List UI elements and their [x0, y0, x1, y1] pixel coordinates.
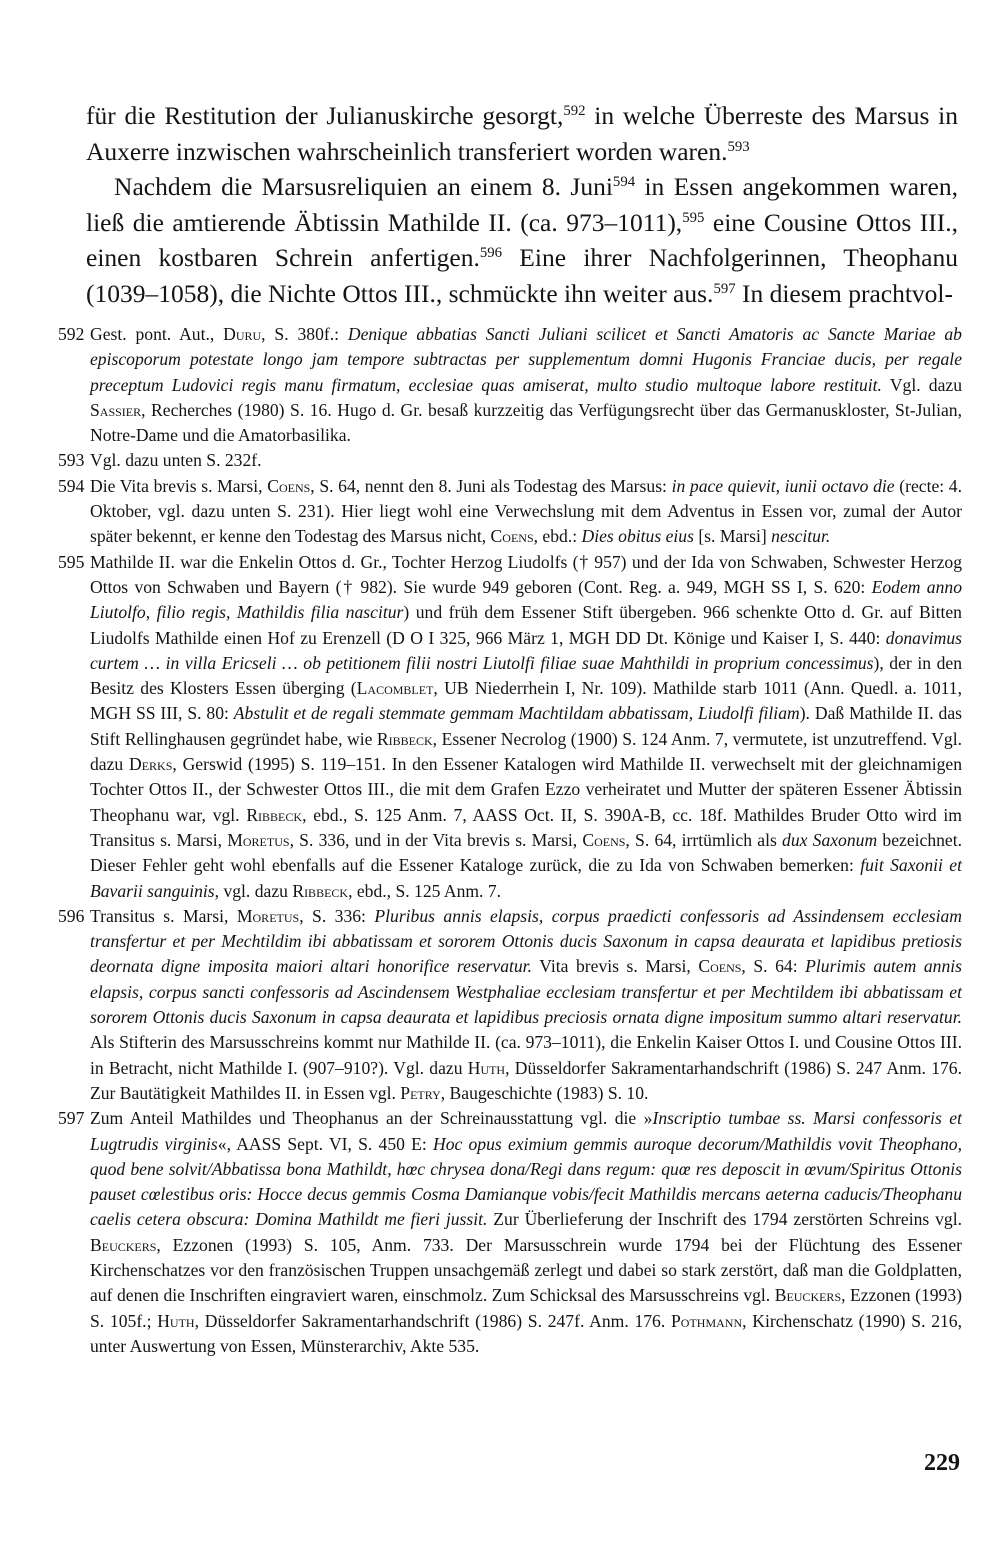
author-name: Petry [400, 1082, 441, 1103]
text-run: , S. 64, nennt den 8. Juni als Todestag des Marsus: [310, 475, 672, 496]
italic-text: nescitur. [771, 526, 831, 547]
main-paragraph-1 [86, 98, 958, 169]
author-name: Ribbeck [292, 880, 349, 901]
text-run: , Düsseldorfer Sakramentarhandschrift (1986) S. 247 Anm. 176. Zur Bautätigkeit Mathildes II. in Essen vgl. [90, 1057, 962, 1103]
text-run: Zur Überlieferung der Inschrift des 1794 zerstörten Schreins vgl. [487, 1209, 962, 1230]
text-run: , vgl. dazu [214, 880, 293, 901]
footnote-reference: 593 [727, 138, 750, 155]
text-run: ) und früh dem Essener Stift übergeben. 966 schenkte Otto d. Gr. auf Bitten Liudolfs Mathilde einen Hof zu Erenzell (D O I 325, 966 März 1, MGH DD Dt. Könige und Kaiser I, S. 440: [90, 602, 962, 648]
text-run: In diesem prachtvol- [735, 278, 953, 308]
author-name: Ribbeck [246, 804, 303, 825]
text-run: , Düsseldorfer Sakramentarhandschrift (1986) S. 247f. Anm. 176. [194, 1310, 671, 1331]
footnote-595 [58, 550, 962, 904]
text-run: Vita brevis s. Marsi, [531, 956, 699, 977]
text-run: , ebd., S. 125 Anm. 7, AASS Oct. II, S. 390A-B, cc. 18f. Mathildes Bruder Otto wird im Transitus s. Marsi, [90, 804, 962, 850]
italic-text: Hoc opus eximium gemmis auroque decorum/Mathildis vovit Theophano, quod bene solvit/Abbatissa bona Mathildt, hœc chrysea dona/Regi dans regum: quœ res deposcit in œvum/Spiritus Ottonis pauset cœlestibus oris: Hocce decus gemmis Cosma Damianque vobis/fecit Mathildis mercans aeterna caducis/Theophanu caelis cetera obscura: Domina Mathildt me fieri jussit. [90, 1133, 962, 1230]
text-run: Mathilde II. war die Enkelin Ottos d. Gr., Tochter Herzog Liudolfs († 957) und der Ida von Schwaben, Schwester Herzog Ottos von Schwaben und Bayern († 982). Sie wurde 949 geboren (Cont. Reg. a. 949, MGH SS I, S. 620: [90, 551, 962, 597]
footnote-text [90, 904, 962, 1106]
author-name: Derks [129, 754, 173, 775]
text-run: für die Restitution der Julianuskirche gesorgt, [86, 101, 564, 130]
footnote-text [90, 474, 962, 550]
footnote-number: 595 [58, 551, 85, 572]
footnote-593 [58, 448, 962, 473]
author-name: Coens [698, 956, 742, 977]
italic-text: dux Saxonum [782, 829, 878, 850]
footnote-number: 593 [58, 450, 85, 471]
text-run: , Kirchenschatz (1990) S. 216, unter Auswertung von Essen, Münsterarchiv, Akte 535. [90, 1310, 962, 1356]
footnotes [58, 322, 962, 1359]
text-run: eine Cousine Ottos III., einen kostbaren Schrein anfertigen. [86, 207, 958, 272]
author-name: Huth [157, 1310, 195, 1331]
author-name: Sassier [90, 399, 142, 420]
author-name: Duru [223, 324, 262, 344]
author-name: Ribbeck [376, 728, 433, 749]
footnote-596 [58, 904, 962, 1106]
footnote-reference: 594 [612, 174, 636, 191]
text-run: Vgl. dazu [881, 374, 963, 395]
text-run: [s. Marsi] [693, 526, 772, 547]
author-name: Moretus [236, 905, 300, 926]
text-run: Zum Anteil Mathildes und Theophanus an der Schreinausstattung vgl. die » [90, 1108, 653, 1129]
main-paragraph-2 [86, 169, 958, 311]
footnote-597 [58, 1106, 962, 1359]
text-run: ). Daß Mathilde II. das Stift Rellinghausen gegründet habe, wie [90, 703, 962, 749]
footnote-reference: 596 [479, 245, 503, 262]
footnote-number: 596 [58, 905, 85, 926]
italic-text: in pace quievit, iunii octavo die [671, 475, 895, 496]
footnote-text [90, 550, 962, 904]
text-run: , Ezzonen (1993) S. 105f.; [90, 1285, 962, 1331]
footnote-reference: 597 [713, 280, 736, 297]
text-run: Eine ihrer Nachfolgerinnen, Theophanu (1039–1058), die Nichte Ottos III., schmückte ihn weiter aus. [86, 243, 958, 308]
footnote-number: 594 [58, 475, 85, 496]
text-run: Gest. pont. Aut., [90, 324, 224, 344]
footnote-text [90, 322, 962, 448]
text-run: , S. 336, und in der Vita brevis s. Marsi, [289, 829, 583, 850]
text-run: in Essen angekommen waren, ließ die amtierende Äbtissin Mathilde II. (ca. 973–1011), [86, 172, 958, 237]
author-name: Coens [490, 526, 534, 547]
text-run: , S. 380f.: [261, 324, 348, 344]
text-run: (recte: 4. Oktober, vgl. dazu unten S. 231). Hier liegt wohl eine Verwechslung mit dem Adventus in Essen vor, zumal der Autor später bekennt, er kenne den Todestag des Marsus nicht, [90, 475, 963, 547]
text-run: , Gerswid (1995) S. 119–151. In den Essener Katalogen wird Mathilde II. verwechselt mit der gleichnamigen Tochter Ottos II., der Schwester Ottos III., die mit dem Grafen Ezzo verheiratet und Mutter der späteren Essener Äbtissin Theophanu war, vgl. [90, 754, 962, 825]
text-run: , S. 64: [741, 956, 806, 977]
text-run: , S. 336: [299, 905, 375, 926]
text-run: Als Stifterin des Marsusschreins kommt nur Mathilde II. (ca. 973–1011), die Enkelin Kaiser Ottos I. und Cousine Ottos III. in Betracht, nicht Mathilde I. (907–910?). Vgl. dazu [90, 1032, 962, 1078]
text-run: Transitus s. Marsi, [90, 905, 237, 926]
italic-text: Dies obitus eius [581, 526, 694, 547]
text-run: , S. 64, irrtümlich als [625, 829, 783, 850]
author-name: Beuckers [90, 1234, 157, 1255]
text-run: , Baugeschichte (1983) S. 10. [440, 1082, 649, 1103]
text-run: , Ezzonen (1993) S. 105, Anm. 733. Der Marsusschrein wurde 1794 bei der Flüchtung des Essener Kirchenschatzes vor den französischen Truppen unsachgemäß zerlegt und dabei so stark zerstört, daß man die Goldplatten, auf denen die Inschriften eingraviert waren, einschmolz. Zum Schicksal des Marsusschreins vgl. [90, 1234, 962, 1306]
italic-text: Denique abbatias Sancti Juliani scilicet et Sancti Amatoris ac Sancte Mariae ab episcoporum potestate longo jam tempore subtractas per supplementum domni Hugonis Franciae ducis, per regale preceptum Ludovici regis manu firmatum, ecclesiae quas amiserat, multo studio multoque labore restituit. [90, 324, 962, 395]
footnote-reference: 592 [563, 103, 586, 120]
footnote-number: 597 [58, 1108, 85, 1129]
footnote-text [90, 1106, 962, 1359]
main-text [86, 98, 958, 311]
text-run: «, AASS Sept. VI, S. 450 E: [217, 1133, 433, 1154]
text-run: , Recherches (1980) S. 16. Hugo d. Gr. besaß kurzzeitig das Verfügungsrecht über das Germanuskloster, St-Julian, Notre-Dame und die Amatorbasilika. [90, 399, 962, 446]
text-run: in welche Überreste des Marsus in Auxerre inzwischen wahrscheinlich transferiert worden waren. [86, 101, 958, 166]
italic-text: donavimus curtem … in villa Ericseli … ob petitionem filii nostri Liutolfi filiae suae Mahthildi in proprium concessimus [90, 627, 962, 673]
author-name: Beuckers [774, 1285, 842, 1306]
text-run: , UB Niederrhein I, Nr. 109). Mathilde starb 1011 (Ann. Quedl. a. 1011, MGH SS III, S. 80: [90, 678, 962, 724]
text-run: bezeichnet. Dieser Fehler geht wohl ebenfalls auf die Essener Kataloge zurück, die zu Ida von Schwaben bemerken: [90, 829, 963, 876]
italic-text: Inscriptio tumbae ss. Marsi confessoris et Lugtrudis virginis [90, 1108, 962, 1154]
italic-text: Eodem anno Liutolfo, filio regis, Mathildis filia nascitur [90, 576, 962, 623]
footnote-592 [58, 322, 962, 448]
author-name: Huth [467, 1057, 506, 1078]
text-run: , ebd., S. 125 Anm. 7. [348, 880, 502, 901]
text-run: ), der in den Besitz des Klosters Essen überging ( [90, 652, 963, 699]
author-name: Lacomblet [356, 678, 434, 699]
text-run: Vgl. dazu unten S. 232f. [90, 450, 262, 471]
italic-text: fuit Saxonii et Bavarii sanguinis [90, 855, 962, 901]
italic-text: Plurimis autem annis elapsis, corpus sancti confessoris ad Ascindensem Westphaliae ecclesiam transfertur et per Mechtildem ibi abbatissam et sororem Ottonis ducis Saxonum in capsa deaurata et lapidibus preciosis ornata digne impositum summo altari reservatur. [90, 956, 962, 1028]
page-number: 229 [924, 1450, 960, 1476]
footnote-reference: 595 [682, 209, 705, 226]
footnote-594 [58, 474, 962, 550]
text-run: Nachdem die Marsusreliquien an einem 8. Juni [114, 172, 613, 201]
footnote-number: 592 [58, 324, 85, 344]
italic-text: Abstulit et de regali stemmate gemmam Machtildam abbatissam, Liudolfi filiam [233, 703, 800, 724]
text-run: , Essener Necrolog (1900) S. 124 Anm. 7, vermutete, ist unzutreffend. Vgl. dazu [90, 728, 962, 775]
author-name: Coens [267, 475, 311, 496]
text-run: , ebd.: [533, 526, 582, 547]
text-run: Die Vita brevis s. Marsi, [90, 475, 268, 496]
author-name: Moretus [227, 829, 290, 850]
footnote-text [90, 448, 962, 473]
author-name: Coens [582, 829, 626, 850]
italic-text: Pluribus annis elapsis, corpus praedicti confessoris ad Assindensem ecclesiam transfertur et per Mechtildim ibi abbatissam et sororem Ottonis ducis Saxonum in capsa deaurata et lapidibus pretiosis deornata digne imposita maiori altari honorifice reservatur. [90, 905, 963, 977]
author-name: Pothmann [671, 1310, 743, 1331]
